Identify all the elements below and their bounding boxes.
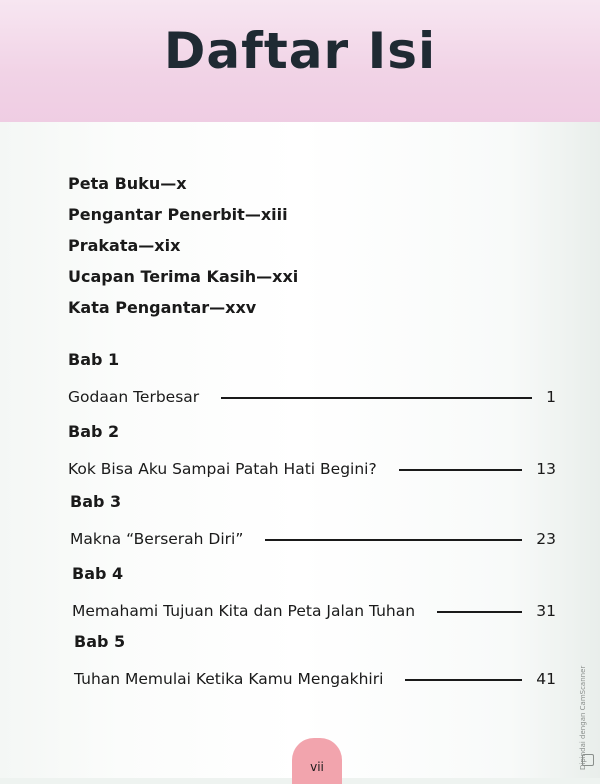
- page-ref: 41: [536, 670, 556, 688]
- chapter-label: Bab 5: [74, 632, 126, 651]
- chapter-entry: [74, 630, 556, 688]
- chapter-label: Bab 3: [70, 492, 122, 511]
- front-matter-item: Peta Buku—x: [68, 174, 187, 193]
- chapter-label: Bab 1: [68, 350, 120, 369]
- front-matter-list: [68, 168, 298, 323]
- chapter-entry: [68, 420, 556, 478]
- toc-row: [68, 380, 556, 406]
- page-ref: 23: [536, 530, 556, 548]
- leader-line: [405, 679, 522, 681]
- toc-row: [70, 522, 556, 548]
- page-ref: 1: [546, 388, 556, 406]
- page-title: Daftar Isi: [163, 22, 437, 80]
- chapter-label: Bab 4: [72, 564, 124, 583]
- leader-line: [399, 469, 523, 471]
- front-matter-item: Pengantar Penerbit—xiii: [68, 205, 288, 224]
- toc-row: [68, 452, 556, 478]
- scanner-watermark: Dipindai dengan CamScanner: [579, 665, 587, 770]
- toc-row: [74, 662, 556, 688]
- chapter-title: Makna “Berserah Diri”: [70, 530, 244, 548]
- page-ref: 13: [536, 460, 556, 478]
- chapter-title: Kok Bisa Aku Sampai Patah Hati Begini?: [68, 460, 377, 478]
- scanner-logo-icon: [582, 754, 594, 766]
- chapter-title: Godaan Terbesar: [68, 388, 200, 406]
- page-number: vii: [310, 760, 324, 774]
- front-matter-item: Prakata—xix: [68, 236, 181, 255]
- chapter-entry: [68, 348, 556, 406]
- chapter-entry: [70, 490, 556, 548]
- chapter-title: Memahami Tujuan Kita dan Peta Jalan Tuhan: [72, 602, 416, 620]
- front-matter-item: Ucapan Terima Kasih—xxi: [68, 267, 299, 286]
- front-matter-item: Kata Pengantar—xxv: [68, 298, 257, 317]
- leader-line: [437, 611, 522, 613]
- leader-line: [265, 539, 522, 541]
- leader-line: [221, 397, 532, 399]
- chapter-entry: [72, 562, 556, 620]
- page-ref: 31: [536, 602, 556, 620]
- page-number-tab: [292, 738, 342, 784]
- toc-row: [72, 594, 556, 620]
- chapter-title: Tuhan Memulai Ketika Kamu Mengakhiri: [74, 670, 384, 688]
- chapter-label: Bab 2: [68, 422, 120, 441]
